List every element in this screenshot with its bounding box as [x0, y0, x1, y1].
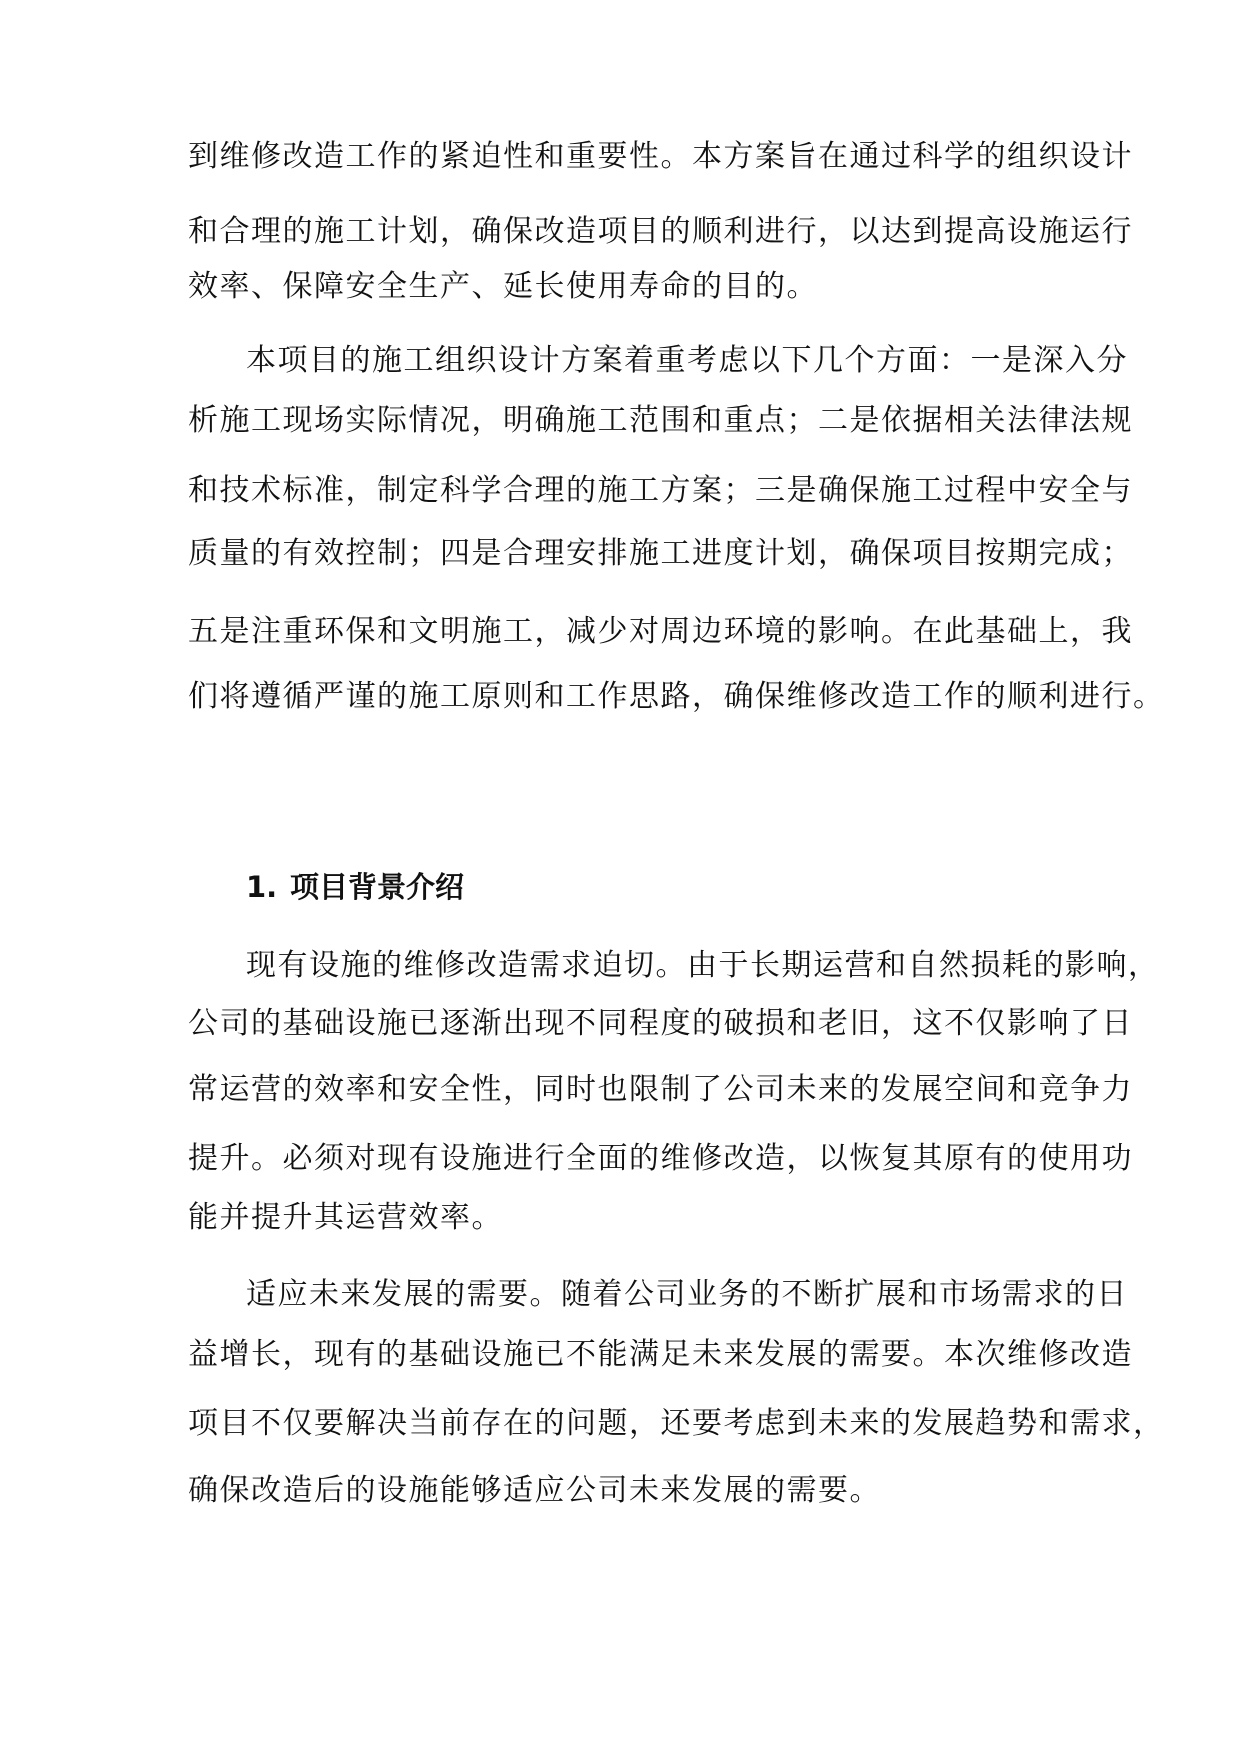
paragraph-2-line-2: 析施工现场实际情况，明确施工范围和重点；二是依据相关法律法规	[188, 403, 1133, 438]
paragraph-2-line-5: 五是注重环保和文明施工，减少对周边环境的影响。在此基础上，我	[188, 614, 1133, 649]
paragraph-1-line-2: 和合理的施工计划，确保改造项目的顺利进行，以达到提高设施运行	[188, 214, 1133, 249]
paragraph-4-line-1: 适应未来发展的需要。随着公司业务的不断扩展和市场需求的日	[246, 1277, 1128, 1312]
paragraph-3-line-4: 提升。必须对现有设施进行全面的维修改造，以恢复其原有的使用功	[188, 1141, 1133, 1176]
paragraph-3-line-5: 能并提升其运营效率。	[188, 1200, 503, 1235]
paragraph-3-line-1: 现有设施的维修改造需求迫切。由于长期运营和自然损耗的影响，	[246, 948, 1160, 983]
paragraph-2-line-6: 们将遵循严谨的施工原则和工作思路，确保维修改造工作的顺利进行。	[188, 679, 1165, 714]
paragraph-1-line-3: 效率、保障安全生产、延长使用寿命的目的。	[188, 269, 818, 304]
section-number: 1.	[246, 870, 278, 904]
section-title: 项目背景介绍	[290, 870, 465, 904]
paragraph-2-line-1: 本项目的施工组织设计方案着重考虑以下几个方面：一是深入分	[246, 343, 1128, 378]
paragraph-4-line-3: 项目不仅要解决当前存在的问题，还要考虑到未来的发展趋势和需求，	[188, 1406, 1165, 1441]
paragraph-4-line-4: 确保改造后的设施能够适应公司未来发展的需要。	[188, 1473, 881, 1508]
paragraph-2-line-3: 和技术标准，制定科学合理的施工方案；三是确保施工过程中安全与	[188, 473, 1133, 508]
paragraph-1-line-1: 到维修改造工作的紧迫性和重要性。本方案旨在通过科学的组织设计	[188, 139, 1133, 174]
section-heading	[246, 867, 464, 907]
paragraph-3-line-3: 常运营的效率和安全性，同时也限制了公司未来的发展空间和竞争力	[188, 1072, 1133, 1107]
paragraph-3-line-2: 公司的基础设施已逐渐出现不同程度的破损和老旧，这不仅影响了日	[188, 1006, 1133, 1041]
paragraph-2-line-4: 质量的有效控制；四是合理安排施工进度计划，确保项目按期完成；	[188, 536, 1133, 571]
paragraph-4-line-2: 益增长，现有的基础设施已不能满足未来发展的需要。本次维修改造	[188, 1337, 1133, 1372]
